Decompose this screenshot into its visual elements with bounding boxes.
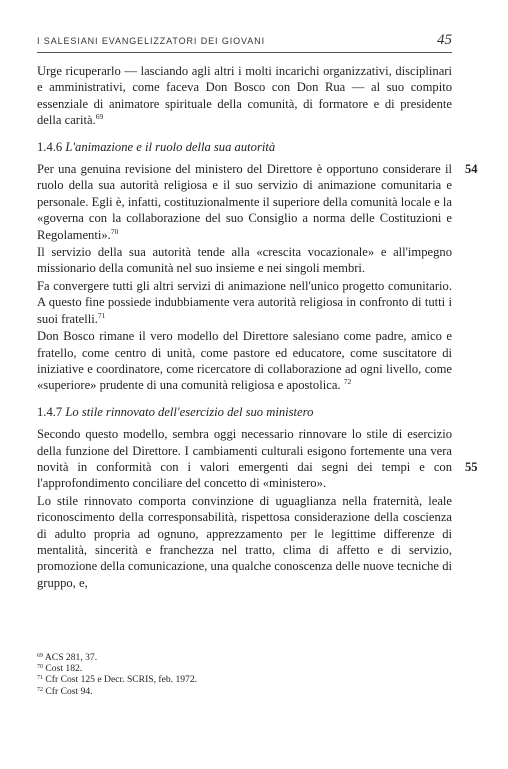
footnote-text: Cfr Cost 125 e Decr. SCRIS, feb. 1972.	[45, 674, 198, 686]
paragraph-4	[37, 278, 452, 327]
section-number: 1.4.6	[37, 139, 63, 154]
page-header	[37, 32, 452, 51]
paragraph-5	[37, 328, 452, 394]
footnote-ref-72: 72	[343, 377, 352, 387]
paragraph-3: Il servizio della sua autorità tende alla «crescita vocazionale» e all'impegno missionario della comunità nel suo insieme e nei singoli membri.	[37, 245, 452, 276]
running-title: I SALESIANI EVANGELIZZATORI DEI GIOVANI	[37, 36, 265, 46]
footnote-number: 69	[37, 653, 43, 659]
footnote-ref-69: 69	[95, 112, 104, 122]
paragraph-2-text: Per una genuina revisione del ministero del Direttore è opportuno considerare il ruolo della sua autorità religiosa e il suo servizio di animazione comunitaria e personale. Egli è, infatti, costituzionalmente il superiore della comunità locale e la «governa con la collaborazione del suo Consiglio a norma delle Costituzioni e Regolamenti».	[37, 162, 452, 242]
paragraph-4-text: Fa convergere tutti gli altri servizi di animazione nell'unico progetto comunitario. A questo fine possiede indubbiamente vera autorità religiosa in confronto di tutti i suoi fratelli.	[37, 278, 452, 326]
footnote-number: 71	[37, 675, 43, 682]
footnote	[37, 652, 337, 663]
paragraph-1	[37, 63, 452, 129]
paragraph-7: Lo stile rinnovato comporta convinzione di uguaglianza nella fraternità, leale riconoscimento della corresponsabilità, rispettosa considerazione della coscienza di adulto propria ad ognuno, apprezzamento per le legittime differenze di mentalità, sincerità e franchezza nel tratto, clima di affetto e di servizio, promozione della comunicazione, una qualche conoscenza delle nuove tecniche di gruppo, e,	[37, 493, 452, 590]
section-title: Lo stile rinnovato dell'esercizio del suo ministero	[65, 404, 314, 419]
section-title: L'animazione e il ruolo della sua autorità	[65, 139, 276, 154]
page-number: 45	[437, 32, 452, 48]
header-rule	[37, 52, 452, 53]
footnotes	[37, 652, 337, 697]
page-body	[37, 63, 452, 592]
footnote	[37, 686, 337, 697]
paragraph-2	[37, 161, 452, 243]
margin-number-55: 55	[465, 460, 478, 474]
footnote-number: 72	[37, 686, 43, 693]
footnote-text: ACS 281, 37.	[44, 652, 98, 663]
section-heading-1-4-6	[37, 139, 452, 155]
footnote-text: Cost 182.	[45, 663, 83, 675]
footnote-ref-70: 70	[110, 226, 119, 236]
footnote-text: Cfr Cost 94.	[45, 685, 93, 697]
section-number: 1.4.7	[37, 404, 63, 419]
footnote-number: 70	[37, 664, 43, 671]
footnote	[37, 663, 337, 674]
paragraph-1-text: Urge ricuperarlo — lasciando agli altri i molti incarichi organizzativi, disciplinari e amministrativi, come faceva Don Bosco con Don Rua — al suo compito essenziale di animatore spirituale della comunità, di formatore e di presidente della carità.	[37, 64, 452, 128]
footnote-ref-71: 71	[97, 310, 106, 320]
footnote	[37, 674, 337, 685]
paragraph-6: Secondo questo modello, sembra oggi necessario rinnovare lo stile di esercizio della funzione del Direttore. I cambiamenti culturali esigono fortemente una vera novità in conformità con i valori emergenti dai segni dei tempi e con l'approfondimento conciliare del concetto di «ministero».	[37, 427, 452, 491]
margin-number-54: 54	[465, 162, 478, 176]
paragraph-5-text: Don Bosco rimane il vero modello del Direttore salesiano come padre, amico e fratello, come centro di unità, come pastore ed educatore, come suscitatore di iniziative e coordinatore, come ricercatore di collaborazione ad ogni livello, come «superiore» prudente di una comunità religiosa e apostolica.	[37, 329, 452, 393]
section-heading-1-4-7	[37, 404, 452, 420]
